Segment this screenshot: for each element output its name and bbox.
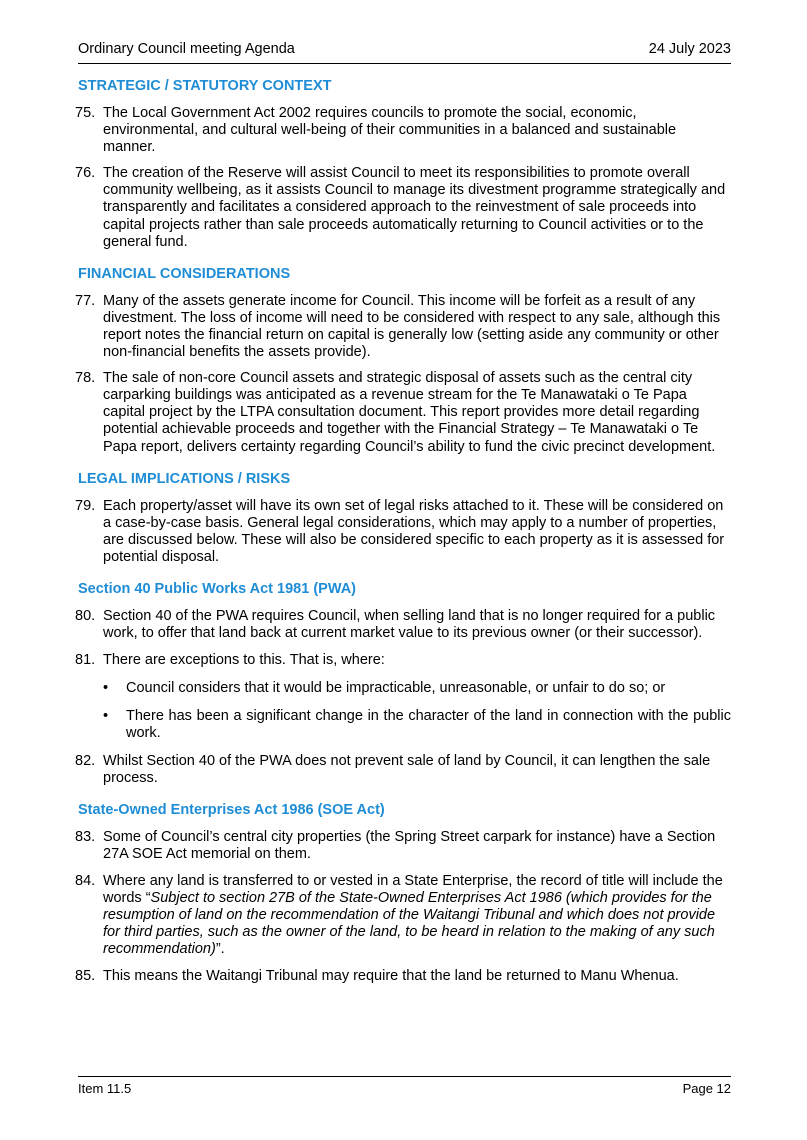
paragraph-81 [75, 652, 731, 669]
paragraph-number: 85. [75, 968, 96, 985]
paragraph-number: 79. [75, 497, 96, 514]
bullet-text: There has been a significant change in the character of the land in connection with the public work. [126, 708, 731, 742]
paragraph-number: 84. [75, 872, 96, 889]
paragraph-85 [75, 968, 731, 985]
paragraph-text: Whilst Section 40 of the PWA does not prevent sale of land by Council, it can lengthen the sale process. [103, 752, 711, 786]
bullet-icon: • [103, 680, 109, 697]
page-content [75, 78, 731, 985]
paragraph-text: Section 40 of the PWA requires Council, when selling land that is no longer required for a public work, to offer that land back at current market value to its previous owner (or their successor). [103, 607, 716, 642]
paragraph-number: 83. [75, 828, 96, 845]
section-heading-financial: FINANCIAL CONSIDERATIONS [78, 265, 291, 282]
meeting-date: 24 July 2023 [648, 41, 731, 57]
paragraph-text: Where any land is transferred to or vested in a State Enterprise, the record of title will include the words “ [103, 872, 723, 906]
paragraph-text: There are exceptions to this. That is, where: [103, 652, 385, 669]
paragraph-number: 77. [75, 292, 96, 309]
paragraph-text: This means the Waitangi Tribunal may require that the land be returned to Manu Whenua. [103, 968, 679, 985]
paragraph-text: The Local Government Act 2002 requires councils to promote the social, economic, environmental, and cultural well-being of their communities in a balanced and sustainable manner. [103, 105, 677, 156]
paragraph-82 [75, 752, 731, 787]
bullet-item [78, 680, 731, 697]
bullet-item [78, 708, 731, 742]
item-number: Item 11.5 [78, 1081, 132, 1096]
paragraph-text: Many of the assets generate income for Council. This income will be forfeit as a result of any divestment. The loss of income will need to be considered with respect to any sale, although this report notes the financial return on capital is generally low (setting aside any community or other non-financial benefits the assets provide). [103, 292, 721, 361]
paragraph-text: Some of Council’s central city properties (the Spring Street carpark for instance) have a Section 27A SOE Act memorial on them. [103, 828, 716, 862]
paragraph-text: The sale of non-core Council assets and strategic disposal of assets such as the central city carparking buildings was anticipated as a revenue stream for the Te Manawataki o Te Papa capital project by the LTPA consultation document. This report provides more detail regarding potential achievable proceeds and together with the Financial Strategy – Te Manawataki o Te Papa report, delivers certainty regarding Council’s ability to fund the civic precinct development. [103, 370, 716, 455]
paragraph-number: 76. [75, 165, 96, 182]
paragraph-78 [75, 370, 731, 455]
paragraph-number: 82. [75, 752, 96, 769]
paragraph-text: Each property/asset will have its own set of legal risks attached to it. These will be considered on a case-by-case basis. General legal considerations, which may apply to a number of properties, are discussed below. These will also be considered specific to each property as it is assessed for potential disposal. [103, 497, 725, 565]
quoted-memorial-text: Subject to section 27B of the State-Owned Enterprises Act 1986 (which provides for the resumption of land on the recommendation of the Waitangi Tribunal and which does not provide for third parties, such as the owner of the land, to be heard in relation to the making of any such recommendation) [103, 890, 716, 958]
bullet-icon: • [103, 708, 109, 725]
page-number: Page 12 [682, 1081, 731, 1096]
paragraph-84 [75, 872, 731, 958]
paragraph-77 [75, 292, 731, 361]
page-footer [78, 1076, 731, 1096]
paragraph-83 [75, 828, 731, 863]
section-heading-soe: State-Owned Enterprises Act 1986 (SOE Act) [78, 801, 385, 818]
section-heading-legal: LEGAL IMPLICATIONS / RISKS [78, 470, 291, 487]
section-heading-strategic: STRATEGIC / STATUTORY CONTEXT [78, 78, 332, 94]
paragraph-79 [75, 497, 731, 566]
paragraph-text: The creation of the Reserve will assist Council to meet its responsibilities to promote overall community wellbeing, as it assists Council to manage its divestment programme strategically and transparently and facilitates a considered approach to the reinvestment of sale proceeds into capital projects rather than sale proceeds automatically returning to Council activities or to the general fund. [103, 165, 726, 250]
paragraph-number: 80. [75, 607, 96, 624]
paragraph-75 [75, 105, 731, 156]
paragraph-80 [75, 607, 731, 642]
document-title: Ordinary Council meeting Agenda [78, 41, 295, 57]
paragraph-number: 81. [75, 652, 96, 669]
bullet-text: Council considers that it would be impracticable, unreasonable, or unfair to do so; or [126, 680, 666, 697]
paragraph-76 [75, 165, 731, 250]
paragraph-number: 78. [75, 370, 96, 387]
section-heading-pwa: Section 40 Public Works Act 1981 (PWA) [78, 580, 356, 597]
page-header [78, 38, 731, 64]
paragraph-text-end: ”. [215, 941, 225, 958]
paragraph-number: 75. [75, 105, 96, 121]
